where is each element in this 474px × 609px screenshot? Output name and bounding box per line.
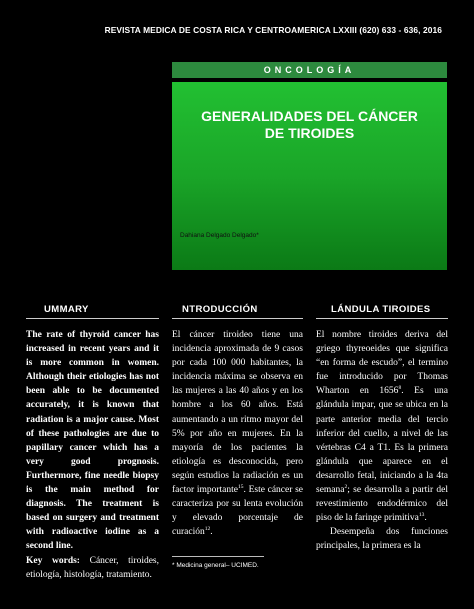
summary-heading: UMMARY (44, 304, 89, 315)
thyroid-gland-paragraph-1 (316, 328, 448, 525)
keywords-label: Key words: (26, 555, 80, 566)
gland-text-part-1: El nombre tiroides deriva del griego thyreoeides que significa “en forma de escudo”, el termino fue introducido por Thomas Wharton en 1656 (316, 330, 448, 397)
gland-text-part-3: ; se desarrolla a partir del revestimiento endodérmico del piso de la faringe primitiva (316, 485, 448, 524)
introduction-text-part-3: . (210, 527, 213, 538)
section-label: ONCOLOGÍA (263, 65, 356, 75)
keywords (26, 554, 159, 582)
introduction-heading: NTRODUCCIÓN (182, 304, 258, 315)
reference-8: 8 (398, 385, 402, 392)
footnote: * Medicina general– UCIMED. (172, 562, 259, 569)
thyroid-gland-heading: LÁNDULA TIROIDES (331, 304, 431, 315)
reference-2: 2 (344, 483, 348, 490)
thyroid-gland-divider (316, 318, 448, 319)
thyroid-gland-column (316, 328, 448, 554)
article-title-line-2: DE TIROIDES (264, 125, 355, 141)
article-title-line-1: GENERALIDADES DEL CÁNCER (201, 108, 418, 124)
reference-13: 13 (418, 512, 425, 519)
summary-text: The rate of thyroid cancer has increased in recent years and it is more common in women. Although their etiologies has not been able to be documented accurately, it is known that radiation is a major cause. Most of these pathologies are due to papillary cancer which has a very good prognosis. Furthermore, fine needle biopsy is the main method for diagnosis. The treatment is based on surgery and treatment with radioactive iodine as a second line. (26, 330, 159, 552)
reference-15: 15 (238, 483, 244, 490)
title-box (172, 82, 447, 270)
introduction-paragraph (172, 328, 303, 539)
footnote-rule (172, 556, 264, 557)
gland-text-part-4: . (424, 513, 427, 524)
gland-text-part-2: . Es una glándula impar, que se ubica en la parte anterior media del tercio inferior del cuello, a nivel de las vértebras C4 a T1. Es la primera glándula que aparece en el desarrollo fetal, iniciando a la 4ta semana (316, 386, 449, 496)
introduction-divider (172, 318, 303, 319)
summary-divider (26, 318, 159, 319)
summary-column (26, 328, 159, 582)
keywords-list: Cáncer, tiroides, etiología, histología, tratamiento. (26, 555, 160, 580)
introduction-text-part-2: . Este cáncer se caracteriza por su lenta evolución y elevado porcentaje de curación (172, 485, 303, 538)
reference-12: 12 (204, 526, 211, 533)
introduction-column (172, 328, 303, 539)
thyroid-gland-paragraph-2: Desempeña dos funciones principales, la primera es la (316, 527, 448, 552)
introduction-text-part-1: El cáncer tiroideo tiene una incidencia aproximada de 9 casos por cada 100 000 habitantes, la incidencia máxima se observa en las mujeres a las 40 años y en los hombre a los 60 años. Está aumentando a un ritmo mayor del 5% por año en mujeres. En la mayoría de los pacientes la etiología es desconocida, pero según estudios la radiación es un factor importante (172, 330, 303, 496)
journal-citation: REVISTA MEDICA DE COSTA RICA Y CENTROAMERICA LXXIII (620) 633 - 636, 2016 (104, 25, 442, 35)
article-title (172, 108, 447, 142)
article-author: Dahiana Delgado Delgado* (180, 232, 259, 239)
section-banner (172, 62, 447, 78)
